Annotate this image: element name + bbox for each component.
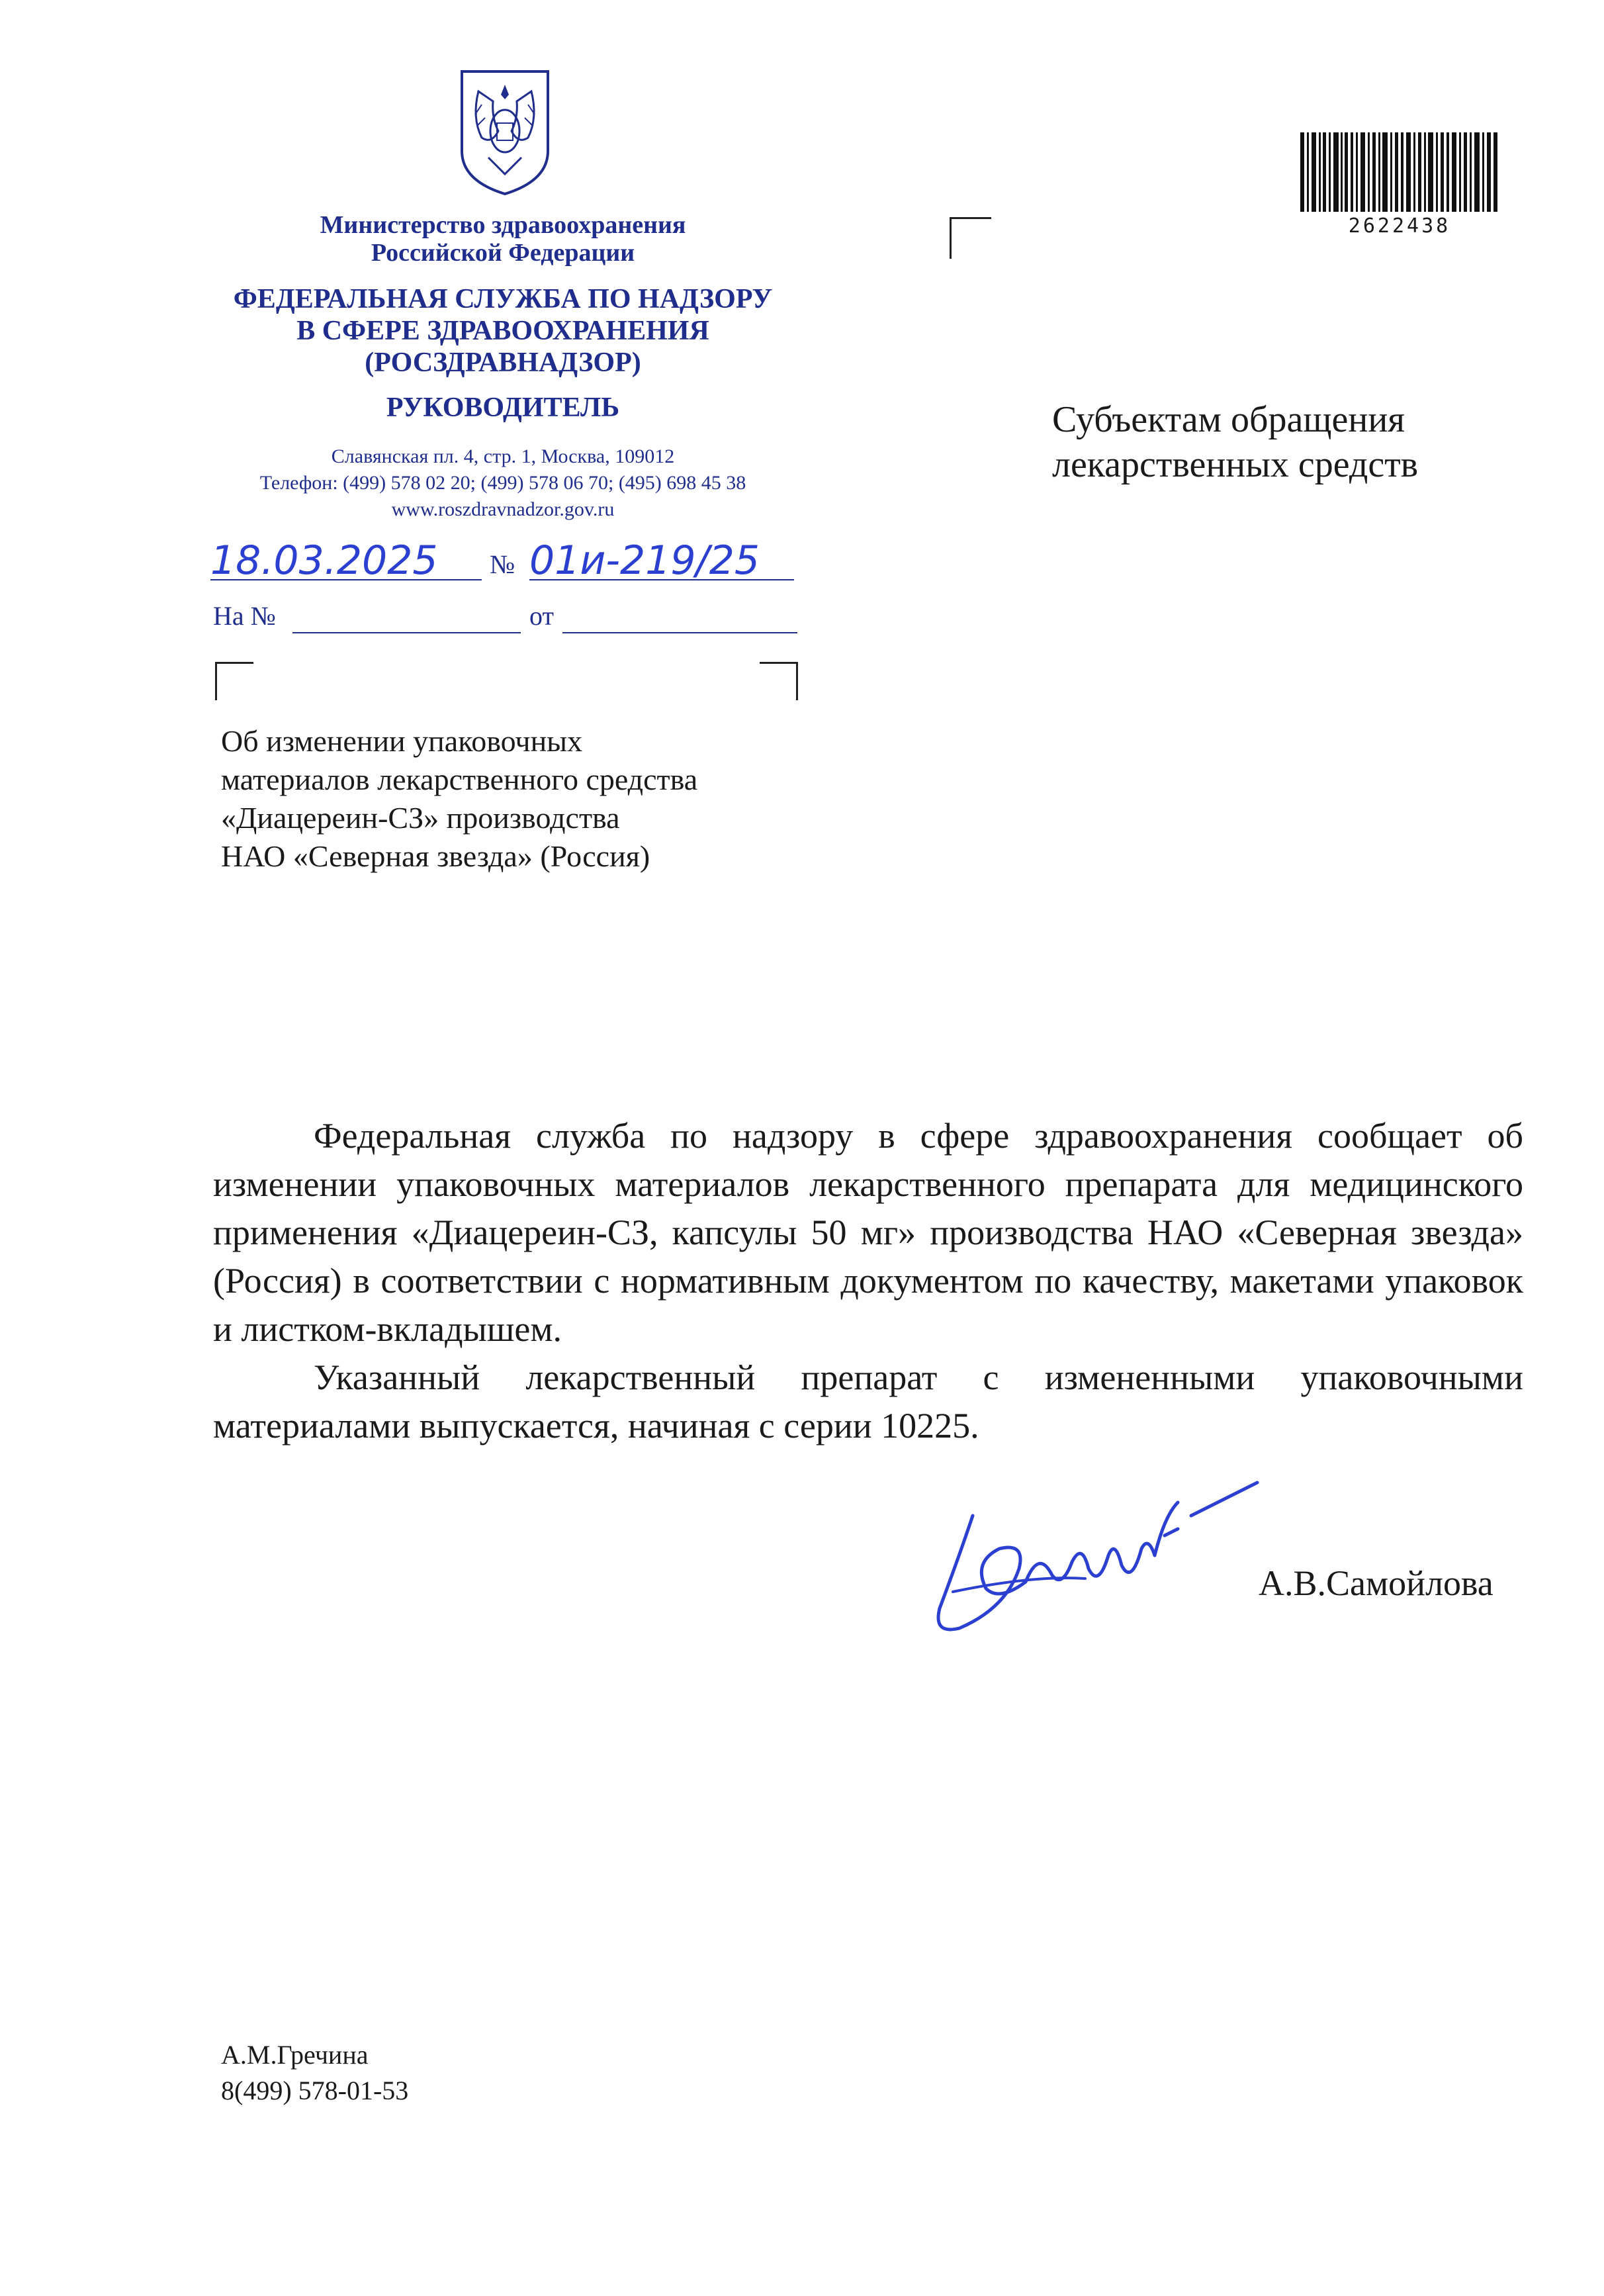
- executor-name: А.М.Гречина: [221, 2040, 369, 2070]
- handwritten-signature: [913, 1476, 1284, 1648]
- ministry-line-2: Российской Федерации: [371, 239, 635, 267]
- service-line-2: В СФЕРЕ ЗДРАВООХРАНЕНИЯ: [296, 316, 709, 346]
- subject-bracket-left: [215, 662, 253, 700]
- executor-phone: 8(499) 578-01-53: [221, 2076, 409, 2105]
- subject-line-1: Об изменении упаковочных: [221, 724, 583, 758]
- phones: Телефон: (499) 578 02 20; (499) 578 06 70; (495) 698 45 38: [259, 472, 746, 494]
- registration-number-line: [529, 579, 794, 580]
- position-title: РУКОВОДИТЕЛЬ: [386, 392, 620, 423]
- body-paragraph-2: Указанный лекарственный препарат с измененными упаковочными материалами выпускается, начиная с серии 10225.: [213, 1357, 1523, 1446]
- barcode: [1300, 132, 1499, 212]
- subject-line-2: материалов лекарственного средства: [221, 762, 698, 796]
- letter-body: [213, 1112, 1523, 1450]
- service-line-3: (РОСЗДРАВНАДЗОР): [365, 347, 641, 378]
- recipient-bracket: [950, 217, 991, 259]
- subject-line-4: НАО «Северная звезда» (Россия): [221, 839, 650, 873]
- address: Славянская пл. 4, стр. 1, Москва, 109012: [331, 445, 675, 467]
- website: www.roszdravnadzor.gov.ru: [391, 498, 615, 520]
- reply-label: На №: [213, 601, 276, 631]
- registration-date-line: [210, 579, 482, 580]
- from-label: от: [529, 601, 554, 631]
- registration-date: 18.03.2025: [210, 537, 438, 584]
- from-date-line: [562, 632, 797, 633]
- registration-number: 01и-219/25: [529, 537, 760, 584]
- barcode-number: 2622438: [1348, 214, 1451, 238]
- ministry-line-1: Министерство здравоохранения: [320, 211, 686, 239]
- body-paragraph-1: Федеральная служба по надзору в сфере здравоохранения сообщает об изменении упаковочных материалов лекарственного препарата для медицинского применения «Диацереин-СЗ, капсулы 50 мг» производства НАО «Северная звезда» (Россия) в соответствии с нормативным документом по качеству, макетами упаковок и листком-вкладышем.: [213, 1116, 1523, 1349]
- coat-of-arms-emblem: [452, 65, 558, 197]
- number-sign: №: [490, 549, 515, 579]
- service-line-1: ФЕДЕРАЛЬНАЯ СЛУЖБА ПО НАДЗОРУ: [233, 284, 773, 314]
- signatory-name: А.В.Самойлова: [1259, 1563, 1493, 1603]
- subject-line-3: «Диацереин-СЗ» производства: [221, 801, 620, 835]
- subject-bracket-right: [760, 662, 798, 700]
- reply-number-line: [292, 632, 521, 633]
- recipient-line-1: Субъектам обращения: [1052, 399, 1405, 440]
- recipient-line-2: лекарственных средств: [1052, 444, 1419, 485]
